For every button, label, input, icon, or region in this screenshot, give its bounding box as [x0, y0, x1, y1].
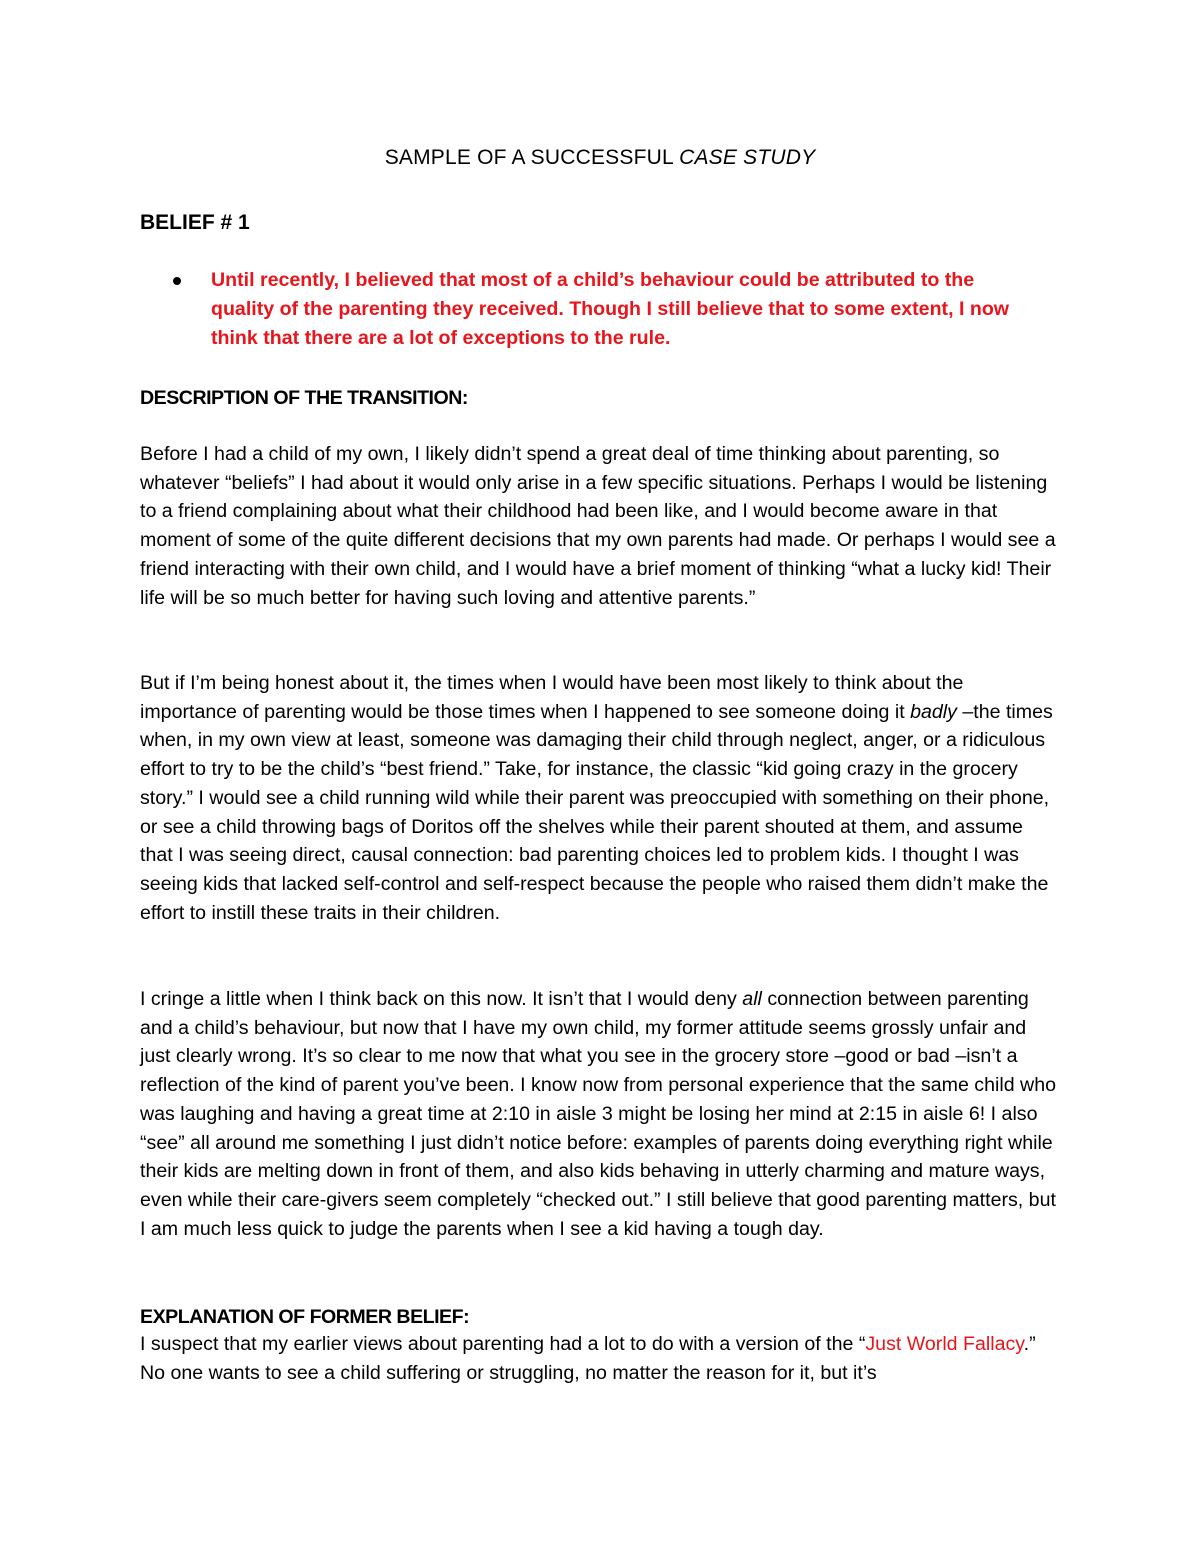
paragraph-3-part-b: connection between parenting and a child’s behaviour, but now that I have my own child, my former attitude seems grossly unfair and just clearly wrong. It’s so clear to me now that what you see in the grocery store –good or bad –isn’t a reflection of the kind of parent you’ve been. I know now from personal experience that the same child who was laughing and having a great time at 2:10 in aisle 3 might be losing her mind at 2:15 in aisle 6! I also “see” all around me something I just didn’t notice before: examples of parents doing everything right while their kids are melting down in front of them, and also kids behaving in utterly charming and mature ways, even while their care-givers seem completely “checked out.” I still believe that good parenting matters, but I am much less quick to judge the parents when I see a kid having a tough day.	[140, 988, 1056, 1240]
paragraph-4-text	[140, 1330, 1060, 1387]
paragraph-3-italic: all	[742, 988, 762, 1010]
paragraph-2-part-b: –the times when, in my own view at least, someone was damaging their child through neglect, anger, or a ridiculous effort to try to be the child’s “best friend.” Take, for instance, the classic “kid going crazy in the grocery story.” I would see a child running wild while their parent was preoccupied with something on their phone, or see a child throwing bags of Doritos off the shelves while their parent shouted at them, and assume that I was seeing direct, causal connection: bad parenting choices led to problem kids. I thought I was seeing kids that lacked self-control and self-respect because the people who raised them didn’t make the effort to instill these traits in their children.	[140, 700, 1053, 924]
paragraph-2-italic: badly	[910, 700, 957, 723]
description-heading: DESCRIPTION OF THE TRANSITION:	[140, 387, 468, 409]
belief-text: Until recently, I believed that most of a child’s behaviour could be attributed to the quality of the parenting they received. Though I still believe that to some extent, I now think that there are a lot of exceptions to the rule.	[211, 269, 1010, 349]
bullet-icon	[173, 277, 181, 285]
paragraph-2-part-a: But if I’m being honest about it, the times when I would have been most likely to think about the importance of parenting would be those times when I happened to see someone doing it	[140, 672, 964, 723]
paragraph-4-part-b: .” No one wants to see a child suffering or struggling, no matter the reason for it, but it’s	[140, 1333, 1036, 1384]
paragraph-2-text	[140, 669, 1060, 927]
paragraph-1	[140, 440, 1060, 612]
paragraph-3-text	[140, 985, 1060, 1243]
paragraph-4	[140, 1330, 1060, 1387]
belief-statement	[140, 266, 1040, 353]
paragraph-3-part-a: I cringe a little when I think back on this now. It isn’t that I would deny	[140, 988, 743, 1010]
paragraph-4-part-a: I suspect that my earlier views about parenting had a lot to do with a version of the “	[140, 1333, 866, 1355]
just-world-fallacy-term: Just World Fallacy	[865, 1333, 1024, 1355]
belief-heading: BELIEF # 1	[140, 211, 250, 234]
document-title	[0, 146, 1200, 170]
belief-list	[140, 266, 1040, 353]
paragraph-1-text: Before I had a child of my own, I likely didn’t spend a great deal of time thinking about parenting, so whatever “beliefs” I had about it would only arise in a few specific situations. Perhaps I would be listening to a friend complaining about what their childhood had been like, and I would become aware in that moment of some of the quite different decisions that my own parents had made. Or perhaps I would see a friend interacting with their own child, and I would have a brief moment of thinking “what a lucky kid! Their life will be so much better for having such loving and attentive parents.”	[140, 443, 1056, 609]
title-italic-text: CASE STUDY	[679, 146, 816, 169]
explanation-heading: EXPLANATION OF FORMER BELIEF:	[140, 1306, 470, 1328]
paragraph-2	[140, 669, 1060, 927]
paragraph-3	[140, 985, 1060, 1243]
title-text: SAMPLE OF A SUCCESSFUL	[384, 146, 680, 169]
